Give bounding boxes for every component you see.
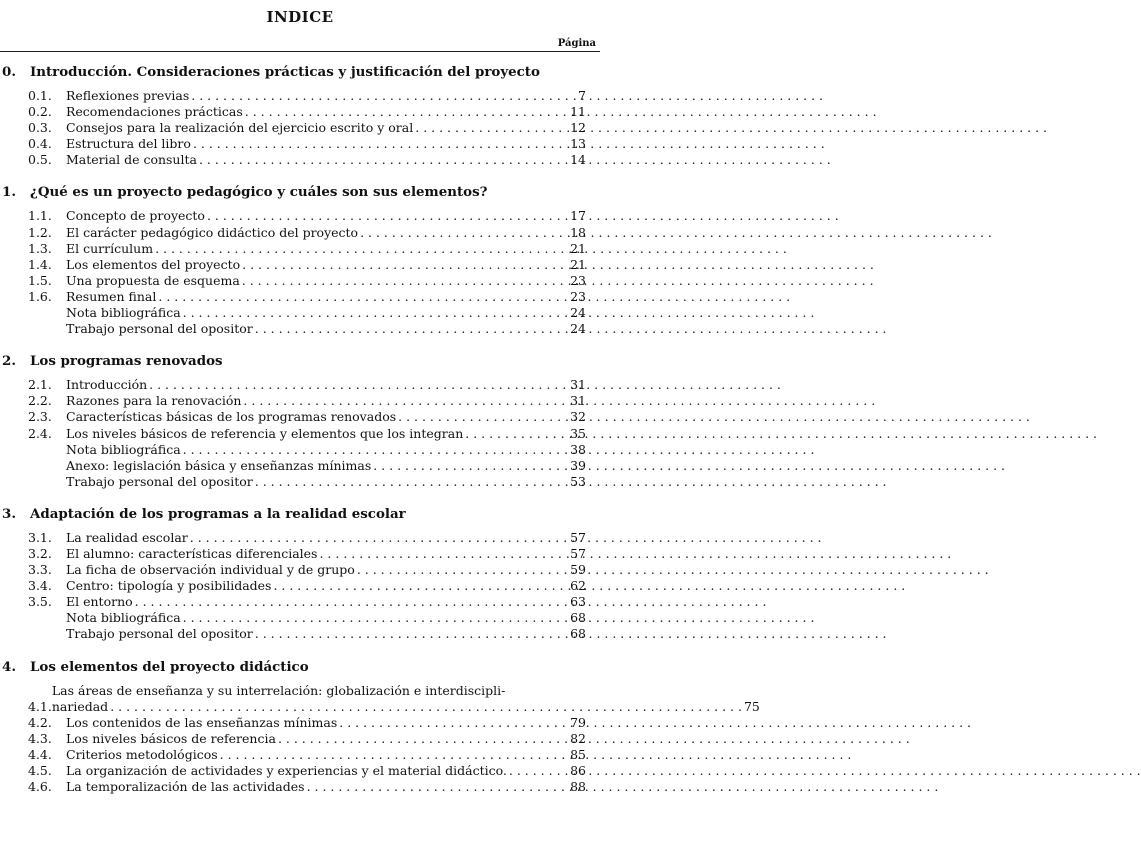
chapter-section <box>0 506 600 643</box>
chapter-title: Adaptación de los programas a la realidad escolar <box>30 505 406 522</box>
dot-leader <box>339 715 971 731</box>
entry-number: 4.1. <box>28 698 52 714</box>
toc-entry <box>0 136 600 152</box>
chapter-number: 3. <box>2 505 16 522</box>
toc-entry <box>0 257 600 273</box>
chapter-title: ¿Qué es un proyecto pedagógico y cuáles son sus elementos? <box>30 184 488 201</box>
entry-label: Los niveles básicos de referencia y elementos que los integran <box>66 425 464 441</box>
entry-label: Concepto de proyecto <box>66 208 205 224</box>
entry-label: Una propuesta de esquema <box>66 272 240 288</box>
entry-label: Los elementos del proyecto <box>66 256 241 272</box>
toc-entry <box>0 321 600 337</box>
chapter-title: Los programas renovados <box>30 353 223 370</box>
toc-entry <box>0 779 600 795</box>
dot-leader <box>319 546 951 562</box>
entry-number: 1.5. <box>28 272 52 288</box>
entry-page-number: 21 <box>570 256 586 272</box>
entry-page-number: 68 <box>570 626 586 642</box>
entry-label: Trabajo personal del opositor <box>66 473 253 489</box>
entry-label: El alumno: características diferenciales <box>66 545 318 561</box>
page-column-header: Página <box>557 38 596 49</box>
toc-entry <box>0 442 600 458</box>
dot-leader <box>135 594 767 610</box>
dot-leader <box>183 305 815 321</box>
entry-label: Introducción <box>66 377 148 393</box>
entry-page-number: 32 <box>570 409 586 425</box>
entry-page-number: 14 <box>570 152 586 168</box>
entry-page-number: 79 <box>570 714 586 730</box>
toc-entry <box>0 715 600 731</box>
dot-leader <box>191 88 823 104</box>
entry-number: 1.4. <box>28 256 52 272</box>
header-rule <box>0 51 600 52</box>
dot-leader <box>307 779 939 795</box>
entry-page-number: 86 <box>570 763 586 778</box>
entry-page-number: 7 <box>578 88 586 103</box>
entry-label: Consejos para la realización del ejercicio escrito y oral <box>66 120 414 136</box>
dot-leader <box>207 208 839 224</box>
entry-page-number: 18 <box>570 224 586 240</box>
entry-page-number: 75 <box>743 698 760 714</box>
entry-page-number: 23 <box>570 272 586 288</box>
toc-entry <box>0 152 600 168</box>
entry-number: 4.6. <box>28 779 52 795</box>
toc-entry <box>0 120 600 136</box>
chapter-heading <box>0 659 600 675</box>
toc-entry <box>0 682 760 715</box>
chapter-heading <box>0 184 600 200</box>
toc-entry <box>0 578 600 594</box>
entry-label: Trabajo personal del opositor <box>66 626 253 642</box>
toc-entry <box>0 610 600 626</box>
entry-label: Anexo: legislación básica y enseñanzas mínimas <box>66 457 372 473</box>
entry-number: 2.3. <box>28 409 52 425</box>
page-title: INDICE <box>266 8 334 26</box>
toc-entry <box>0 104 600 120</box>
entry-label: La ficha de observación individual y de grupo <box>66 562 355 578</box>
entry-label: Características básicas de los programas renovados <box>66 409 397 425</box>
toc-entry <box>0 393 600 409</box>
toc-entry <box>0 289 600 305</box>
entry-number: 4.3. <box>28 730 52 746</box>
entry-label: Los niveles básicos de referencia <box>66 730 276 746</box>
entry-page-number: 82 <box>570 730 586 746</box>
entry-page-number: 12 <box>570 120 586 136</box>
entry-number: 2.1. <box>28 377 52 393</box>
entry-number: 3.3. <box>28 562 52 578</box>
entry-label-continued: nariedad <box>51 698 109 714</box>
chapter-title: Los elementos del proyecto didáctico <box>30 658 309 675</box>
entry-number: 3.5. <box>28 594 52 610</box>
toc-entry <box>0 305 600 321</box>
entry-page-number: 39 <box>570 457 586 473</box>
entry-page-number: 88 <box>570 779 586 795</box>
entry-page-number: 62 <box>570 578 586 594</box>
dot-leader <box>193 136 825 152</box>
entry-label: Trabajo personal del opositor <box>66 321 253 337</box>
toc-entry <box>0 377 600 393</box>
chapter-title: Introducción. Consideraciones prácticas y justificación del proyecto <box>30 64 540 80</box>
dot-leader <box>398 409 1030 425</box>
entry-page-number: 35 <box>570 425 586 441</box>
entry-page-number: 31 <box>570 393 586 409</box>
entry-label: El entorno <box>66 594 133 610</box>
dot-leader <box>509 763 1141 779</box>
entry-label: La temporalización de las actividades <box>66 779 305 795</box>
dot-leader <box>149 377 781 393</box>
entry-page-number: 38 <box>570 441 586 457</box>
entry-number: 1.3. <box>28 240 52 256</box>
entry-label: Recomendaciones prácticas <box>66 104 243 120</box>
entry-page-number: 17 <box>570 208 586 224</box>
entry-page-number: 23 <box>570 288 586 304</box>
entry-page-number: 68 <box>570 610 586 626</box>
toc-entry <box>0 562 600 578</box>
entry-number: 0.3. <box>28 120 52 136</box>
entry-number: 4.2. <box>28 714 52 730</box>
toc-entry <box>0 763 600 779</box>
toc-entry <box>0 458 600 474</box>
chapter-heading <box>0 64 600 80</box>
entry-page-number: 21 <box>570 240 586 256</box>
chapter-number: 1. <box>2 184 16 201</box>
chapter-heading <box>0 506 600 522</box>
entry-label: Reflexiones previas <box>66 88 190 103</box>
entry-label: Nota bibliográfica <box>66 610 181 626</box>
entry-number: 1.2. <box>28 224 52 240</box>
entry-label: Estructura del libro <box>66 136 191 152</box>
dot-leader <box>158 289 790 305</box>
entry-page-number: 11 <box>570 104 586 120</box>
entry-page-number: 85 <box>570 746 586 762</box>
dot-leader <box>220 747 852 763</box>
dot-leader <box>190 530 822 546</box>
dot-leader <box>357 562 989 578</box>
dot-leader <box>415 120 1047 136</box>
chapter-number: 2. <box>2 353 16 370</box>
chapter-section <box>0 184 600 337</box>
entry-number: 4.5. <box>28 763 52 778</box>
dot-leader <box>373 458 1005 474</box>
entry-number: 2.4. <box>28 425 52 441</box>
dot-leader <box>199 152 831 168</box>
entry-label: Criterios metodológicos <box>66 746 218 762</box>
entry-label: El carácter pedagógico didáctico del proyecto <box>66 224 359 240</box>
dot-leader <box>183 442 815 458</box>
toc-entry <box>0 273 600 289</box>
chapter-heading <box>0 353 600 369</box>
toc-entry <box>0 626 600 642</box>
dot-leader <box>155 241 787 257</box>
entry-number: 0.5. <box>28 152 52 168</box>
entry-label: Las áreas de enseñanza y su interrelación: globalización e interdiscipli- <box>51 682 506 698</box>
chapter-number: 4. <box>2 658 16 675</box>
chapter-number: 0. <box>2 64 16 80</box>
entry-number: 0.2. <box>28 104 52 120</box>
entry-label: La organización de actividades y experiencias y el material didáctico. <box>66 763 507 778</box>
entry-number: 2.2. <box>28 393 52 409</box>
toc-entry <box>0 530 600 546</box>
entry-page-number: 63 <box>570 594 586 610</box>
chapter-section <box>0 353 600 490</box>
dot-leader <box>183 610 815 626</box>
dot-leader <box>360 225 992 241</box>
toc-entry <box>0 409 600 425</box>
entry-number: 3.1. <box>28 529 52 545</box>
dot-leader <box>110 699 742 715</box>
entry-page-number: 53 <box>570 473 586 489</box>
entry-page-number: 24 <box>570 305 586 321</box>
toc-entry <box>0 731 600 747</box>
entry-number: 3.2. <box>28 545 52 561</box>
toc-entry <box>0 546 600 562</box>
entry-page-number: 24 <box>570 321 586 337</box>
entry-page-number: 59 <box>570 562 586 578</box>
entry-number: 3.4. <box>28 578 52 594</box>
chapter-section <box>0 64 600 168</box>
entry-number: 1.1. <box>28 208 52 224</box>
toc-entry <box>0 474 600 490</box>
entry-label: La realidad escolar <box>66 529 188 545</box>
entry-number: 0.1. <box>28 88 52 103</box>
entry-label: Centro: tipología y posibilidades <box>66 578 272 594</box>
toc-entry <box>0 747 600 763</box>
entry-number: 0.4. <box>28 136 52 152</box>
entry-label: El currículum <box>66 240 154 256</box>
entry-label: Material de consulta <box>66 152 197 168</box>
toc-entry <box>0 225 600 241</box>
table-of-contents <box>0 64 760 811</box>
entry-page-number: 57 <box>570 529 586 545</box>
entry-page-number: 31 <box>570 377 586 393</box>
toc-entry <box>0 594 600 610</box>
entry-page-number: 57 <box>570 545 586 561</box>
toc-entry <box>0 241 600 257</box>
entry-label: Los contenidos de las enseñanzas mínimas <box>66 714 338 730</box>
toc-entry <box>0 88 600 104</box>
entry-number: 4.4. <box>28 746 52 762</box>
entry-label: Resumen final <box>66 288 157 304</box>
entry-number: 1.6. <box>28 288 52 304</box>
entry-label: Nota bibliográfica <box>66 305 181 321</box>
toc-entry <box>0 426 600 442</box>
chapter-section <box>0 658 760 796</box>
entry-page-number: 13 <box>570 136 586 152</box>
entry-label: Razones para la renovación <box>66 393 242 409</box>
entry-label: Nota bibliográfica <box>66 441 181 457</box>
toc-entry <box>0 208 600 224</box>
